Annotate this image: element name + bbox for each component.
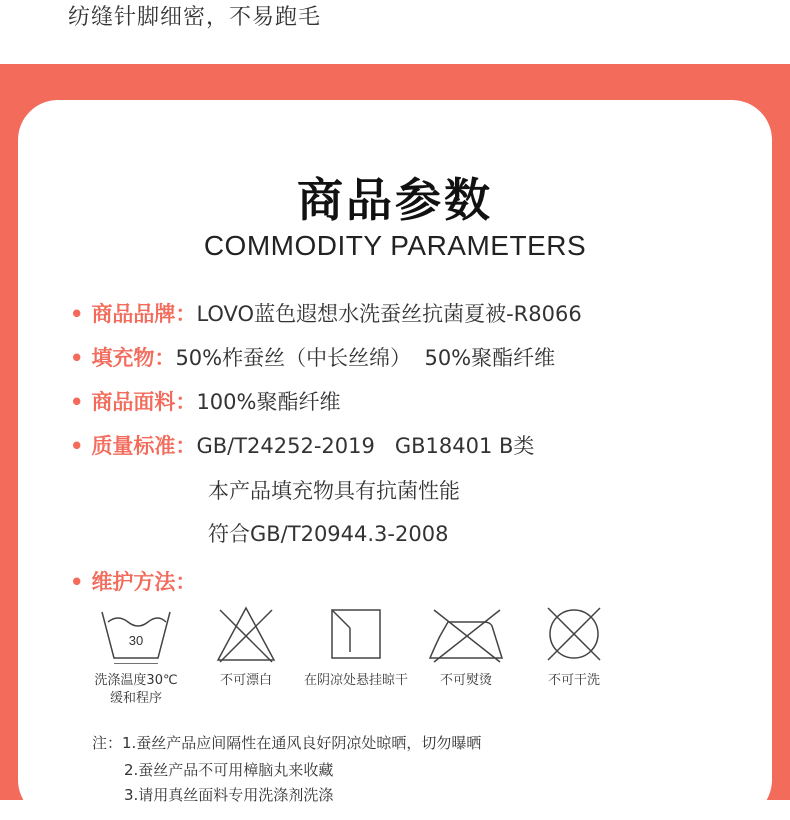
bullet-dot: • <box>70 302 84 326</box>
param-value: 50%柞蚕丝（中长丝绵） 50%聚酯纤维 <box>175 346 556 370</box>
param-label: 商品面料： <box>91 390 197 414</box>
care-label: 不可干洗 <box>547 673 600 688</box>
note-line: 注：1.蚕丝产品应间隔性在通风良好阴凉处晾晒，切勿曝晒 <box>92 734 482 752</box>
care-item-wash <box>86 604 186 708</box>
top-strip <box>0 0 790 64</box>
care-label: 在阴凉处悬挂晾干 <box>303 673 408 688</box>
param-filling <box>70 342 555 372</box>
param-brand <box>70 298 582 328</box>
note-line: 3.请用真丝面料专用洗涤剂洗涤 <box>124 786 334 804</box>
param-value: 100%聚酯纤维 <box>196 390 341 414</box>
bullet-dot: • <box>70 434 84 458</box>
shade-hang-dry-icon <box>326 604 386 664</box>
care-label: 不可熨烫 <box>439 673 492 688</box>
care-item-no-bleach <box>196 604 296 690</box>
quality-extra-line: 符合GB/T20944.3-2008 <box>208 522 449 546</box>
param-fabric <box>70 386 340 416</box>
care-item-shade-dry <box>296 604 416 690</box>
wash-temp-text: 30 <box>128 633 144 648</box>
bullet-dot: • <box>70 570 84 594</box>
no-bleach-icon <box>214 604 278 664</box>
param-value: GB/T24252-2019 GB18401 B类 <box>196 434 535 458</box>
care-label: 不可漂白 <box>219 673 272 688</box>
care-label-heading: 维护方法： <box>91 570 197 594</box>
param-value: LOVO蓝色遐想水洗蚕丝抗菌夏被-R8066 <box>196 302 582 326</box>
no-dry-clean-icon <box>544 604 604 664</box>
care-heading <box>70 566 196 596</box>
care-item-no-iron <box>416 604 516 690</box>
no-iron-icon <box>426 604 506 664</box>
note-line: 2.蚕丝产品不可用樟脑丸来收藏 <box>124 761 334 779</box>
bullet-dot: • <box>70 346 84 370</box>
wash-30-icon <box>98 604 174 664</box>
param-label: 商品品牌： <box>91 302 197 326</box>
quality-extra-line: 本产品填充物具有抗菌性能 <box>208 479 460 503</box>
care-label: 洗涤温度30℃ 缓和程序 <box>94 673 178 706</box>
top-caption: 纺缝针脚细密，不易跑毛 <box>68 5 322 30</box>
care-item-no-dry-clean <box>524 604 624 690</box>
param-label: 质量标准： <box>91 434 197 458</box>
bullet-dot: • <box>70 390 84 414</box>
param-standard <box>70 430 534 460</box>
section-title-cn: 商品参数 <box>297 173 493 227</box>
section-title-en: COMMODITY PARAMETERS <box>203 230 587 261</box>
param-label: 填充物： <box>91 346 176 370</box>
